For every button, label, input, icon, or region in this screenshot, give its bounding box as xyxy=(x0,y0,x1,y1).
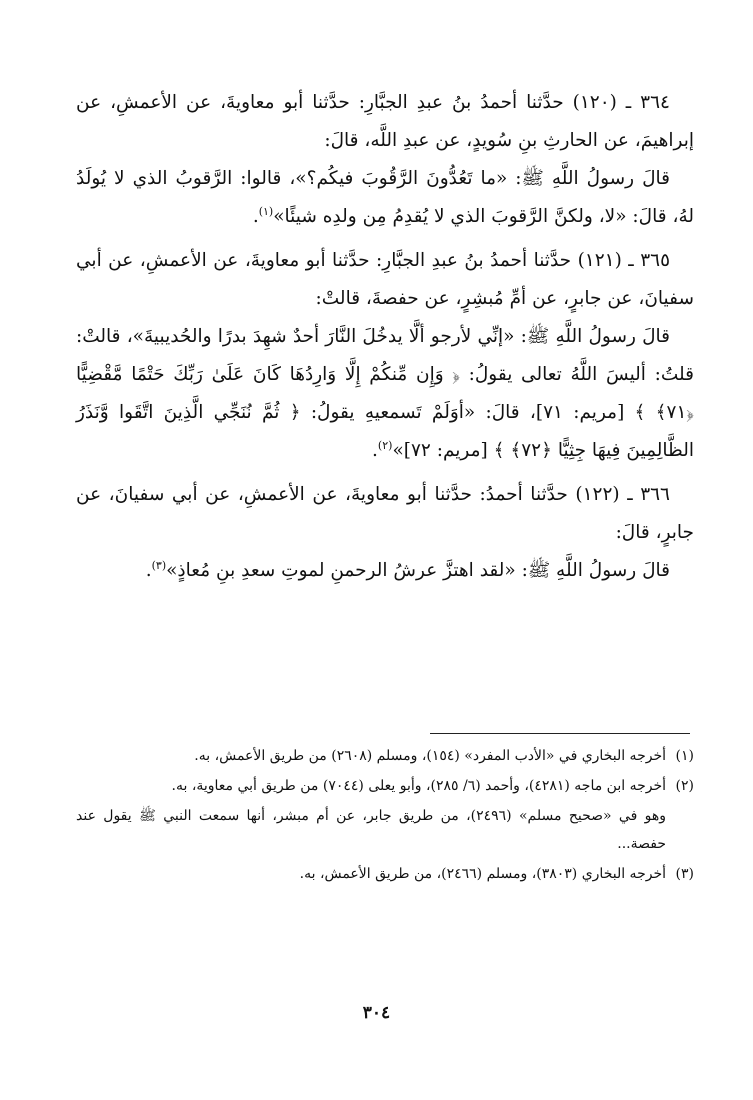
footnote-text: أخرجه البخاري في «الأدب المفرد» (١٥٤)، ومسلم (٢٦٠٨) من طريق الأعمش، به. xyxy=(194,748,666,764)
footnote xyxy=(76,860,694,888)
page-number: ٣٠٤ xyxy=(362,1003,391,1023)
hadith-isnad: ٣٦٤ ـ (١٢٠) حدَّثنا أحمدُ بنُ عبدِ الجبَّارِ: حدَّثنا أبو معاويةَ، عن الأعمشِ، عن إبراهيمَ، عن الحارثِ بنِ سُويدٍ، عن عبدِ اللَّه، قالَ: xyxy=(76,92,694,151)
footnote-separator xyxy=(430,733,690,734)
hadith-entry xyxy=(76,84,694,236)
footnote-continuation: وهو في «صحيح مسلم» (٢٤٩٦)، من طريق جابر، عن أم مبشر، أنها سمعت النبي ﷺ يقول عند حفصة... xyxy=(76,808,666,852)
footnote-ref: (١) xyxy=(258,204,274,218)
footnote xyxy=(76,742,694,770)
hadith-matn-text: قالَ رسولُ اللَّهِ ﷺ: «لقد اهتزَّ عرشُ الرحمنِ لموتِ سعدِ بنِ مُعاذٍ» xyxy=(166,560,670,581)
footnote-number: (١) xyxy=(675,748,694,764)
hadith-isnad: ٣٦٦ ـ (١٢٢) حدَّثنا أحمدُ: حدَّثنا أبو معاويةَ، عن الأعمشِ، عن أبي سفيانَ، عن جابرٍ، قالَ: xyxy=(76,484,694,543)
footnote-text: أخرجه البخاري (٣٨٠٣)، ومسلم (٢٤٦٦)، من طريق الأعمش، به. xyxy=(299,866,666,882)
hadith-matn: قالَ رسولُ اللَّهِ ﷺ: «إنِّي لأرجو ألَّا يدخُلَ النَّارَ أحدٌ شهِدَ بدرًا والحُديبيةَ»، قالتْ: قلتُ: أليسَ اللَّهُ تعالى يقولُ: ﴿ وَإِن مِّنكُمْ إِلَّا وَارِدُهَا كَانَ عَلَىٰ رَبِّكَ حَتْمًا مَّقْضِيًّا ﴿٧١﴾ ﴾ [مريم: ٧١]، قالَ: «أوَلَمْ تَسمعيهِ يقولُ: ﴿ ثُمَّ نُنَجِّي الَّذِينَ اتَّقَوا وَّنَذَرُ الظَّالِمِينَ فِيهَا جِثِيًّا ﴿٧٢﴾ ﴾ [مريم: ٧٢]»$^{(٢)}$. xyxy=(76,326,694,461)
hadith-matn-text: قالَ رسولُ اللَّهِ ﷺ: «إنِّي لأرجو ألَّا يدخُلَ النَّارَ أحدٌ شهِدَ بدرًا والحُديبيةَ»، قالتْ: قلتُ: أليسَ اللَّهُ تعالى يقولُ: ﴿ وَإِن مِّنكُمْ إِلَّا وَارِدُهَا كَانَ عَلَىٰ رَبِّكَ حَتْمًا مَّقْضِيًّا ﴿٧١﴾ ﴾ [مريم: ٧١]، قالَ: «أوَلَمْ تَسمعيهِ يقولُ: ﴿ ثُمَّ نُنَجِّي الَّذِينَ اتَّقَوا وَّنَذَرُ الظَّالِمِينَ فِيهَا جِثِيًّا ﴿٧٢﴾ ﴾ [مريم: ٧٢]» xyxy=(76,326,694,461)
footnote xyxy=(76,772,694,800)
footnote-text: أخرجه ابن ماجه (٤٢٨١)، وأحمد (٦/ ٢٨٥)، وأبو يعلى (٧٠٤٤) من طريق أبي معاوية، به. xyxy=(171,778,666,794)
hadith-entry xyxy=(76,242,694,470)
hadith-entry xyxy=(76,476,694,590)
hadith-matn: قالَ رسولُ اللَّهِ ﷺ: «ما تَعُدُّونَ الرَّقُوبَ فيكُم؟»، قالوا: الرَّقوبُ الذي لا يُولَدُ لهُ، قالَ: «لا، ولكنَّ الرَّقوبَ الذي لا يُقدِمُ مِن ولدِه شيئًا»$^{(١)}$. xyxy=(76,168,694,227)
main-text xyxy=(76,78,694,590)
hadith-matn-text: قالَ رسولُ اللَّهِ ﷺ: «ما تَعُدُّونَ الرَّقُوبَ فيكُم؟»، قالوا: الرَّقوبُ الذي لا يُولَدُ لهُ، قالَ: «لا، ولكنَّ الرَّقوبَ الذي لا يُقدِمُ مِن ولدِه شيئًا» xyxy=(76,168,694,227)
footnote-number: (٣) xyxy=(675,866,694,882)
footnotes xyxy=(76,742,694,890)
hadith-matn: قالَ رسولُ اللَّهِ ﷺ: «لقد اهتزَّ عرشُ الرحمنِ لموتِ سعدِ بنِ مُعاذٍ»$^{(٣)}$. xyxy=(145,558,670,581)
footnote-ref: (٣) xyxy=(151,558,167,572)
footnote-number: (٢) xyxy=(675,778,694,794)
footnote-ref: (٢) xyxy=(377,438,393,452)
hadith-isnad: ٣٦٥ ـ (١٢١) حدَّثنا أحمدُ بنُ عبدِ الجبَّارِ: حدَّثنا أبو معاويةَ، عن الأعمشِ، عن أبي سفيانَ، عن جابرٍ، عن أمِّ مُبشِرٍ، عن حفصةَ، قالتْ: xyxy=(76,250,694,309)
